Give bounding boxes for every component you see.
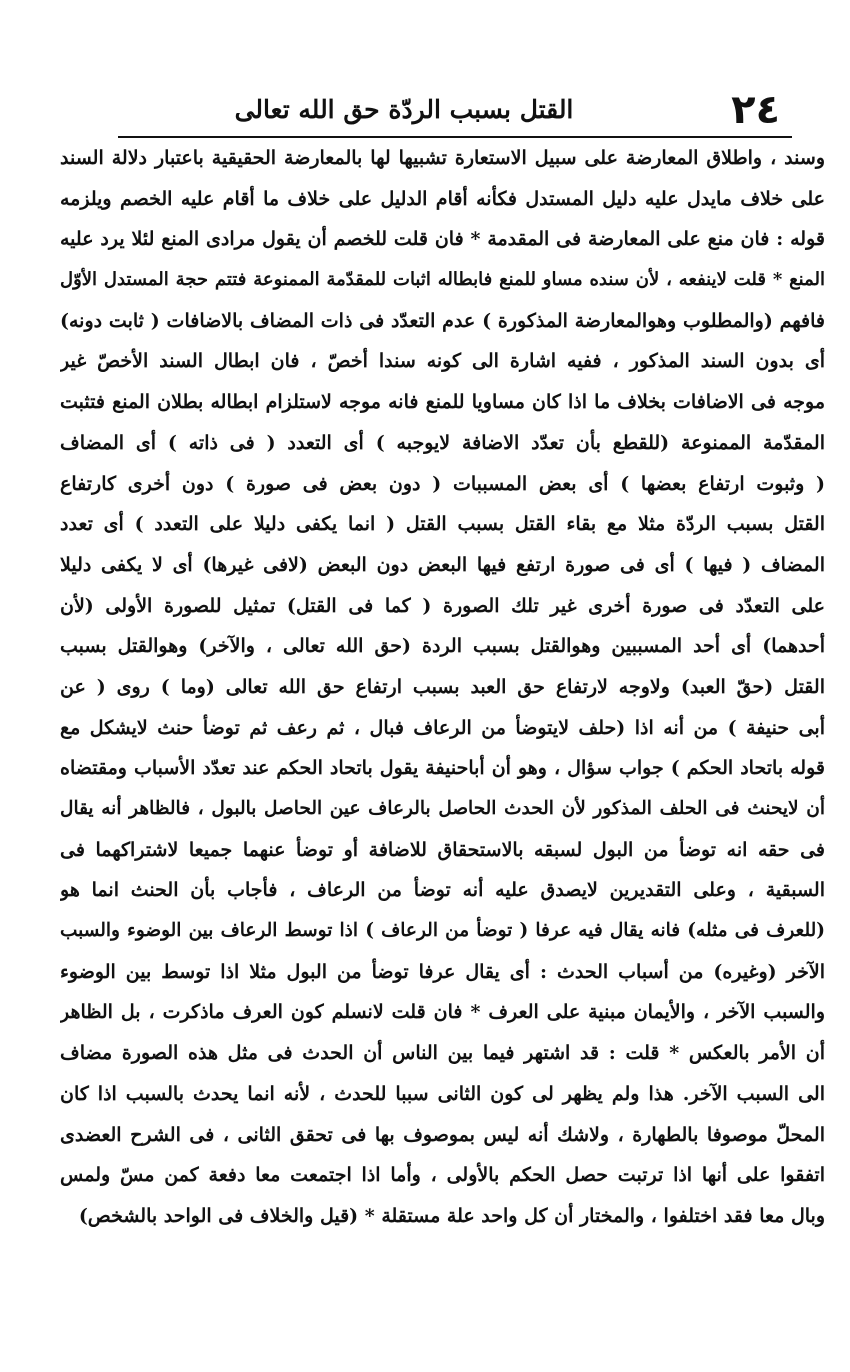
- text-line: وسند ، واطلاق المعارضة على سبيل الاستعارة تشبيها لها بالمعارضة الحقيقية باعتبار دلالة السند: [60, 147, 825, 169]
- text-line: (للعرف فى مثله) فانه يقال فيه عرفا ( توضأ من الرعاف ) اذا توسط الرعاف بين الوضوء والسبب: [60, 920, 825, 942]
- text-line: على خلاف مايدل عليه دليل المستدل فكأنه أقام الدليل على خلاف ما أقام عليه الخصم ويلزمه: [60, 187, 825, 210]
- text-line: على التعدّد فى صورة أخرى غير تلك الصورة ( كما فى القتل) تمثيل للصورة الأولى (لأن: [60, 594, 825, 617]
- text-line: أن الأمر بالعكس * قلت : قد اشتهر فيما بين الناس أن الحدث فى مثل هذه الصورة مضاف: [60, 1042, 825, 1065]
- text-line: الى السبب الآخر. هذا ولم يظهر لى كون الثانى سببا للحدث ، لأنه انما يحدث بالسبب اذا كان: [60, 1082, 825, 1105]
- text-line: السبقية ، وعلى التقديرين لايصدق عليه أنه توضأ من الرعاف ، فأجاب بأن الحنث انما هو: [60, 879, 825, 902]
- text-line: أن لايحنث فى الحلف المذكور لأن الحدث الحاصل بالرعاف عين الحاصل بالبول ، فالظاهر أنه يقال: [60, 798, 825, 819]
- text-line: القتل (حقّ العبد) ولاوجه لارتفاع حق العبد بسبب ارتفاع حق الله تعالى (وما ) روى ( عن: [60, 675, 825, 698]
- page-header: [118, 88, 780, 132]
- page-body: [60, 138, 825, 1237]
- text-line: ( وثبوت ارتفاع بعضها ) أى بعض المسببات ( دون بعض فى صورة ) دون أخرى كارتفاع: [60, 472, 825, 495]
- text-line: موجه فى الاضافات بخلاف ما اذا كان مساويا للمنع فانه موجه لاستلزام ابطاله بطلان المنع فتثبت: [60, 391, 825, 414]
- text-line: المقدّمة الممنوعة (للقطع بأن تعدّد الاضافة لايوجبه ) أى التعدد ( فى ذاته ) أى المضاف: [60, 431, 825, 454]
- page-number: ٢٤: [731, 87, 780, 133]
- text-line: والسبب الآخر ، والأيمان مبنية على العرف * فان قلت لانسلم كون العرف ماذكرت ، بل الظاهر: [60, 1001, 825, 1024]
- text-line: قوله : فان منع على المعارضة فى المقدمة * فان قلت للخصم أن يقول مرادى المنع لئلا يرد عليه: [60, 228, 825, 251]
- text-line: الآخر (وغيره) من أسباب الحدث : أى يقال عرفا توضأ من البول مثلا اذا توسط بين الوضوء: [60, 960, 825, 983]
- running-title: القتل بسبب الردّة حق الله تعالى: [234, 95, 574, 124]
- text-line: فى حقه انه توضأ من البول لسبقه بالاستحقاق للاضافة أو توضأ عنهما جميعا لاشتراكهما فى: [60, 838, 825, 861]
- text-line: اتفقوا على أنها اذا ترتبت حصل الحكم بالأولى ، وأما اذا اجتمعت معا دفعة كمن مسّ ولمس: [60, 1164, 825, 1187]
- text-line: أحدهما) أى أحد المسببين وهوالقتل بسبب الردة (حق الله تعالى ، والآخر) وهوالقتل بسبب: [60, 635, 825, 658]
- text-line: فافهم (والمطلوب وهوالمعارضة المذكورة ) عدم التعدّد فى ذات المضاف بالاضافات ( ثابت دونه): [60, 309, 825, 332]
- text-line: القتل بسبب الردّة مثلا مع بقاء القتل بسبب القتل ( انما يكفى دليلا على التعدد ) أى تعدد: [60, 513, 825, 536]
- text-line: وبال معا فقد اختلفوا ، والمختار أن كل واحد علة مستقلة * (قيل والخلاف فى الواحد بالشخص): [78, 1204, 825, 1227]
- text-line: المنع * قلت لاينفعه ، لأن سنده مساو للمنع فابطاله اثبات للمقدّمة الممنوعة فتتم حجة المستدل الأوّل: [60, 269, 825, 291]
- text-line: المحلّ موصوفا بالطهارة ، ولاشك أنه ليس بموصوف بها فى تحقق الثانى ، فى الشرح العضدى: [60, 1123, 825, 1146]
- text-line: قوله باتحاد الحكم ) جواب سؤال ، وهو أن أباحنيفة يقول باتحاد الحكم عند تعدّد الأسباب ومقتضاه: [60, 757, 825, 780]
- text-line: المضاف ( فيها ) أى فى صورة ارتفع فيها البعض دون البعض (لافى غيرها) أى لا يكفى دليلا: [60, 553, 825, 576]
- text-line: أبى حنيفة ) من أنه اذا (حلف لايتوضأ من الرعاف فبال ، ثم رعف ثم توضأ حنث لايشكل مع: [60, 716, 825, 739]
- text-line: أى بدون السند المذكور ، ففيه اشارة الى كونه سندا أخصّ ، فان ابطال السند الأخصّ غير: [60, 350, 825, 373]
